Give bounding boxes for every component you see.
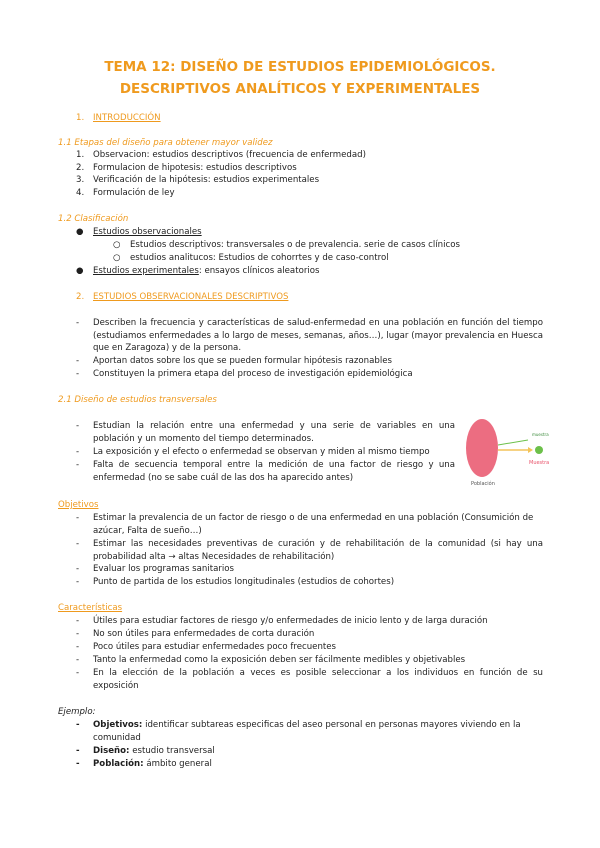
dash-bullet: - (76, 668, 80, 678)
list-item (76, 149, 516, 162)
ejemplo-poblacion (93, 758, 212, 771)
item-text: Formulación de ley (93, 187, 175, 198)
dash-bullet: - (76, 629, 80, 639)
observacionales-label: Estudios observacionales (93, 227, 202, 237)
objetivo-item: Estimar las necesidades preventivas de curación y de rehabilitación de la comunidad (si hay una probabilidad alta → altas Necesidades de rehabilitación) (93, 539, 543, 562)
experimentales-label: Estudios experimentales (93, 266, 199, 276)
caracteristica-item: Tanto la enfermedad como la exposición deben ser fácilmente medibles y objetivables (93, 655, 466, 665)
transversal-desc-1: Estudian la relación entre una enfermedad y una serie de variables en una población y un momento del tiempo determinados. (93, 421, 455, 444)
dash-bullet: - (76, 642, 80, 652)
arrow-line-top (498, 440, 528, 445)
item-text: Observacion: estudios descriptivos (frecuencia de enfermedad) (93, 150, 366, 160)
dash-bullet: - (76, 720, 80, 730)
ejemplo-diseno-label: Diseño: (93, 746, 130, 756)
subsection-1-1-title: 1.1 Etapas del diseño para obtener mayor validez (58, 138, 273, 148)
ejemplo-poblacion-text: ámbito general (143, 759, 212, 769)
ejemplo-diseno (93, 745, 215, 758)
caracteristica-item: No son útiles para enfermedades de corta duración (93, 629, 315, 639)
section-1-heading: INTRODUCCIÓN (93, 113, 161, 123)
arrow-head (528, 447, 533, 453)
page-title (40, 56, 560, 100)
observacional-subitem: Estudios descriptivos: transversales o de prevalencia. serie de casos clínicos (130, 240, 460, 250)
dash-bullet: - (76, 369, 80, 379)
caracteristica-item: En la elección de la población a veces es posible seleccionar a los individuos en función de su exposición (93, 668, 543, 691)
objetivo-item: Evaluar los programas sanitarios (93, 564, 235, 574)
bullet-dot: ● (76, 227, 84, 237)
ejemplo-objetivos-label: Objetivos: (93, 720, 143, 730)
dash-bullet: - (76, 564, 80, 574)
title-line-1: TEMA 12: DISEÑO DE ESTUDIOS EPIDEMIOLÓGICOS. (104, 59, 496, 75)
transversal-desc-2: La exposición y el efecto o enfermedad se observan y miden al mismo tiempo (93, 447, 430, 457)
population-ellipse (466, 419, 498, 477)
ejemplo-objetivos-text: identificar subtareas especificas del aseo personal en personas mayores viviendo en la comunidad (93, 720, 521, 743)
etapas-list (76, 149, 516, 199)
dash-bullet: - (76, 356, 80, 366)
sample-bottom-label: Muestra (529, 460, 550, 466)
dash-bullet: - (76, 539, 80, 549)
dash-bullet: - (76, 318, 80, 328)
caracteristicas-label: Características (58, 603, 123, 613)
subsection-2-1-title: 2.1 Diseño de estudios transversales (58, 395, 217, 405)
observacionales-desc-1: Describen la frecuencia y características de salud-enfermedad en una población en función del tiempo (estudiamos enfermedades a lo largo de meses, semanas, años…), lugar (mayor prevalencia en Huesca que en Zaragoza) y de la persona. (93, 318, 543, 354)
dash-bullet: - (76, 513, 80, 523)
experimentales-line (93, 265, 320, 278)
section-2-number: 2. (76, 292, 85, 302)
objetivos-label: Objetivos (58, 500, 99, 510)
objetivo-item: Punto de partida de los estudios longitudinales (estudios de cohortes) (93, 577, 395, 587)
caracteristica-item: Poco útiles para estudiar enfermedades poco frecuentes (93, 642, 337, 652)
sample-top-label: muestra (532, 432, 549, 437)
ejemplo-objetivos (93, 719, 543, 744)
dash-bullet: - (76, 616, 80, 626)
caracteristica-item: Útiles para estudiar factores de riesgo y/o enfermedades de inicio lento y de larga duración (93, 616, 488, 626)
experimentales-text: : ensayos clínicos aleatorios (198, 266, 320, 276)
subsection-1-2-title: 1.2 Clasificación (58, 214, 129, 224)
item-number: 4. (76, 187, 85, 198)
observacional-subitem: estudios analitucos: Estudios de cohorrtes y de caso-control (130, 253, 389, 263)
ejemplo-diseno-text: estudio transversal (129, 746, 215, 756)
circle-bullet: ○ (113, 253, 121, 263)
observacionales-desc-2: Aportan datos sobre los que se pueden formular hipótesis razonables (93, 356, 392, 366)
dash-bullet: - (76, 655, 80, 665)
title-line-2: DESCRIPTIVOS ANALÍTICOS Y EXPERIMENTALES (119, 81, 481, 97)
list-item (76, 162, 516, 175)
circle-bullet: ○ (113, 240, 121, 250)
section-2-heading: ESTUDIOS OBSERVACIONALES DESCRIPTIVOS (93, 292, 289, 302)
list-item (76, 174, 516, 187)
sample-circle (535, 446, 543, 454)
ejemplo-poblacion-label: Población: (93, 759, 144, 769)
objetivo-item: Estimar la prevalencia de un factor de riesgo o de una enfermedad en una población (Consumición de azúcar, Falta de sueño…) (93, 513, 534, 536)
bullet-dot: ● (76, 266, 84, 276)
list-item (76, 187, 516, 200)
transversal-desc-3: Falta de secuencia temporal entre la medición de una factor de riesgo y una enfermedad (no se sabe cuál de las dos ha aparecido antes) (93, 460, 455, 483)
item-text: Formulacion de hipotesis: estudios descriptivos (93, 162, 297, 173)
population-label: Población (471, 481, 495, 487)
ejemplo-label: Ejemplo: (58, 707, 96, 717)
item-text: Verificación de la hipótesis: estudios experimentales (93, 175, 320, 186)
item-number: 3. (76, 175, 85, 186)
dash-bullet: - (76, 421, 80, 431)
observacionales-desc-3: Constituyen la primera etapa del proceso de investigación epidemiológica (93, 369, 413, 379)
dash-bullet: - (76, 759, 80, 769)
section-1-number: 1. (76, 113, 85, 123)
dash-bullet: - (76, 460, 80, 470)
dash-bullet: - (76, 447, 80, 457)
item-number: 1. (76, 150, 85, 160)
item-number: 2. (76, 162, 85, 173)
dash-bullet: - (76, 746, 80, 756)
population-sample-figure (462, 414, 552, 492)
dash-bullet: - (76, 577, 80, 587)
